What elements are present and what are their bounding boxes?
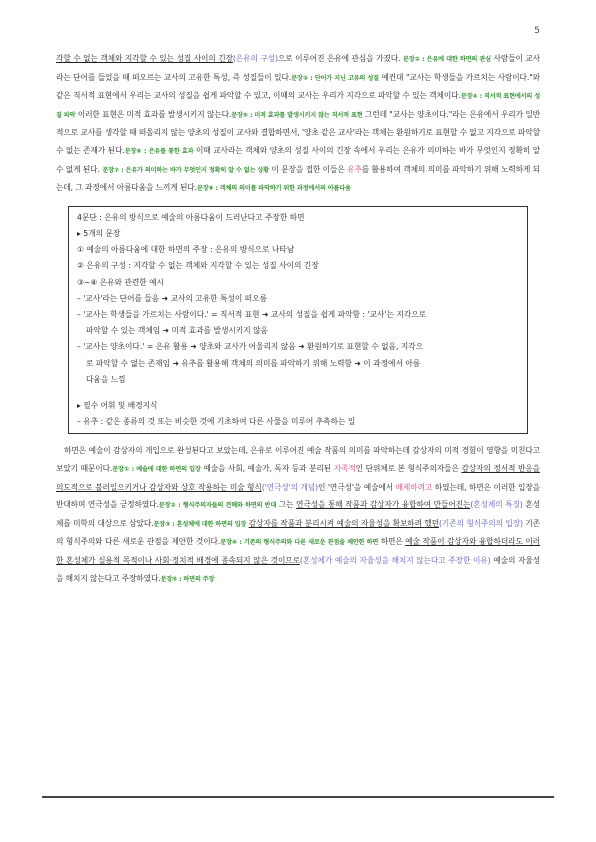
underlined-text: 예술 작품이 감상자와 융합하더라도 이러한 혼성체가 실용적 목적이나 사회·정치적 배경에 종속되지 않은 것이므로 bbox=[56, 537, 540, 565]
sentence-tag: 문장⑦ : 은유가 의미하는 바가 무엇인지 정확히 알 수 없는 상황 bbox=[102, 166, 269, 174]
summary-item: ② 은유의 구성 : 지각할 수 없는 객체와 지각할 수 있는 성질 사이의 긴장 bbox=[77, 261, 319, 271]
highlight-word: 배제하려고 bbox=[395, 482, 433, 492]
underlined-text: 연극성을 통해 작품과 감상자가 융합하여 만들어진 bbox=[296, 500, 463, 510]
summary-box bbox=[68, 206, 528, 435]
document-body bbox=[56, 50, 540, 588]
summary-detail: – '교사는 학생들을 가르치는 사람이다.' = 직서적 표현 ➜ 교사의 성질을 쉽게 파악함 : '교사'는 지각으로 bbox=[77, 309, 427, 319]
text-span: 인 단위체로 본 형식주의자들은 bbox=[355, 463, 462, 473]
sentence-tag: 문장④ : 직서적 표현에서의 성질 파악 bbox=[56, 93, 540, 119]
page-number: 5 bbox=[534, 26, 540, 36]
summary-detail-cont: 파악할 수 있는 객체임 ➜ 미적 효과를 발생시키지 않음 bbox=[86, 326, 268, 336]
sentence-tag: 문장⑧ : 객체의 의미를 파악하기 위한 과정에서의 아름다움 bbox=[196, 185, 351, 193]
text-span: 하였는데, 하면은 이러한 입장을 반대하며 연극성을 긍정하였다. bbox=[56, 482, 540, 510]
sentence-tag: 문장④ : 기존의 형식주의와 다른 새로운 관점을 제안한 하면 bbox=[220, 539, 379, 547]
underlined-text: 감상자의 정서적 반응을 의도적으로 불러일으키거나 감상자와 상호 작용하는 미술 형식 bbox=[56, 463, 540, 492]
text-span: 혼성체를 미학의 대상으로 삼았다. bbox=[56, 500, 540, 528]
annotation-blue: (혼성체의 특징) bbox=[470, 500, 523, 510]
text-span: 이러한 표현은 미적 효과를 발생시키지 않는다. bbox=[75, 109, 232, 119]
sentence-tag: 문장② : 은유에 대한 하면의 관심 bbox=[402, 56, 491, 63]
vocab-heading: ▸ 필수 어휘 및 배경지식 bbox=[77, 400, 158, 410]
sentence-tag: 문장⑤ : 하면의 주장 bbox=[160, 575, 215, 583]
highlight-word: 자족적 bbox=[333, 463, 356, 473]
footer-rule bbox=[42, 796, 554, 798]
text-span: 예컨대 "교사는 학생들을 가르치는 사람이다."와 같은 직서적 표현에서 우리는 교사의 성질을 쉽게 파악할 수 있고, 이때의 교사는 우리가 지각으로 파악할 수 있는 객체이다. bbox=[56, 72, 540, 101]
text-span: 이 문장을 접한 이들은 bbox=[268, 164, 348, 174]
highlight-word: 유추 bbox=[347, 164, 362, 174]
sentence-tag: 문장⑥ : 은유를 통한 효과 bbox=[124, 147, 194, 155]
text-span: 사람들이 교사라는 단어를 들었을 때 떠오르는 교사의 고유한 특성, 즉 성질들이 있다. bbox=[56, 54, 540, 82]
annotation-blue: (혼성체가 예술의 자율성을 해치지 않는다고 주장한 이유) bbox=[299, 555, 491, 565]
text-span: 이때 교사라는 객체와 양초의 성질 사이의 긴장 속에서 우리는 은유가 의미하는 바가 무엇인지 정확히 알 수 없게 된다. bbox=[56, 145, 541, 174]
paragraph-4 bbox=[56, 50, 540, 198]
annotation-blue: (은유의 구성) bbox=[232, 54, 278, 63]
summary-item: ③~⑧ 은유와 관련한 예시 bbox=[77, 277, 164, 287]
text-span: 예술의 자율성을 해치지 않는다고 주장하였다. bbox=[56, 555, 540, 583]
paragraph-5 bbox=[56, 442, 540, 588]
text-span: 으로 이루어진 은유에 관심을 가졌다. bbox=[277, 54, 401, 63]
box-title: 4문단 : 은유의 방식으로 예술의 아름다움이 드러난다고 주장한 하면 bbox=[77, 212, 305, 222]
sentence-tag: 문장③ : 단어가 지닌 고유의 성질 bbox=[291, 74, 379, 82]
spacer bbox=[77, 388, 517, 398]
text-span: 예술을 사회, 예술가, 독자 등과 분리된 bbox=[200, 463, 334, 473]
text-span: 기존의 형식주의와 다른 새로운 관점을 제안한 것이다. bbox=[56, 518, 541, 547]
summary-detail-cont: 다움을 느낌 bbox=[86, 374, 126, 384]
sentence-count: ▸ 5개의 문장 bbox=[77, 228, 121, 238]
text-span: 그런데 "교사는 양초이다."라는 은유에서 우리가 일반적으로 교사를 생각할 때 떠올리지 않는 양초의 성질이 교사와 결합하면서, '양초 같은 교사'라는 객체는 환원하기로 표현할 수 없고 지각으로 파악할 수 없는 존재가 된다. bbox=[56, 109, 540, 155]
text-span: 하면은 bbox=[378, 537, 406, 547]
vocab-item: – 유추 : 같은 종류의 것 또는 비슷한 것에 기초하여 다른 사물을 미루어 추측하는 일 bbox=[77, 417, 356, 427]
text-span: 각할 수 없는 객체와 지각할 수 있는 성질 사이의 긴장 bbox=[56, 54, 233, 63]
summary-item: ① 예술의 아름다움에 대한 하면의 주장 : 은유의 방식으로 나타남 bbox=[77, 245, 295, 255]
text-span: 하면은 예술이 감상자의 개입으로 완성된다고 보았는데, 은유로 이루어진 예술 작품의 의미를 파악하는데 감상자의 미적 경험이 영향을 미친다고 보았기 때문이다. bbox=[56, 446, 540, 473]
annotation-blue: ('연극성'의 개념) bbox=[261, 482, 319, 492]
summary-detail: – '교사는 양초이다.' = 은유 활용 ➜ 양초와 교사가 어울리지 않음 ➜ 환원하기로 표현할 수 없음, 지각으 bbox=[77, 342, 424, 352]
text-span: 를 활용하여 객체의 의미를 파악하기 위해 노력하게 되는데, 그 과정에서 아름다움을 느끼게 된다. bbox=[56, 164, 541, 193]
text-span: 인 '연극성'을 예술에서 bbox=[318, 482, 396, 492]
summary-detail-cont: 로 파악할 수 없는 존재임 ➜ 유추를 활용해 객체의 의미를 파악하기 위해 노력함 ➜ 이 과정에서 아름 bbox=[86, 358, 421, 368]
sentence-tag: 문장① : 예술에 대한 하면의 입장 bbox=[112, 465, 201, 473]
annotation-blue: (기존의 형식주의의 입장) bbox=[439, 518, 523, 528]
summary-detail: – '교사'라는 단어를 들음 ➜ 교사의 고유한 특성이 떠오름 bbox=[77, 293, 268, 303]
sentence-tag: 문장② : 형식주의자들의 견해와 하면의 반대 bbox=[158, 502, 277, 510]
sentence-tag: 문장⑤ : 미적 효과를 발생시키지 않는 직서적 표현 bbox=[231, 111, 363, 119]
underlined-text: 감상자를 작품과 분리시켜 예술의 자율성을 확보하려 했던 bbox=[248, 518, 440, 528]
sentence-tag: 문장③ : 혼성체에 대한 하면의 입장 bbox=[153, 520, 247, 528]
text-span: 그는 bbox=[276, 500, 297, 510]
underlined-text: 는 bbox=[463, 500, 471, 510]
